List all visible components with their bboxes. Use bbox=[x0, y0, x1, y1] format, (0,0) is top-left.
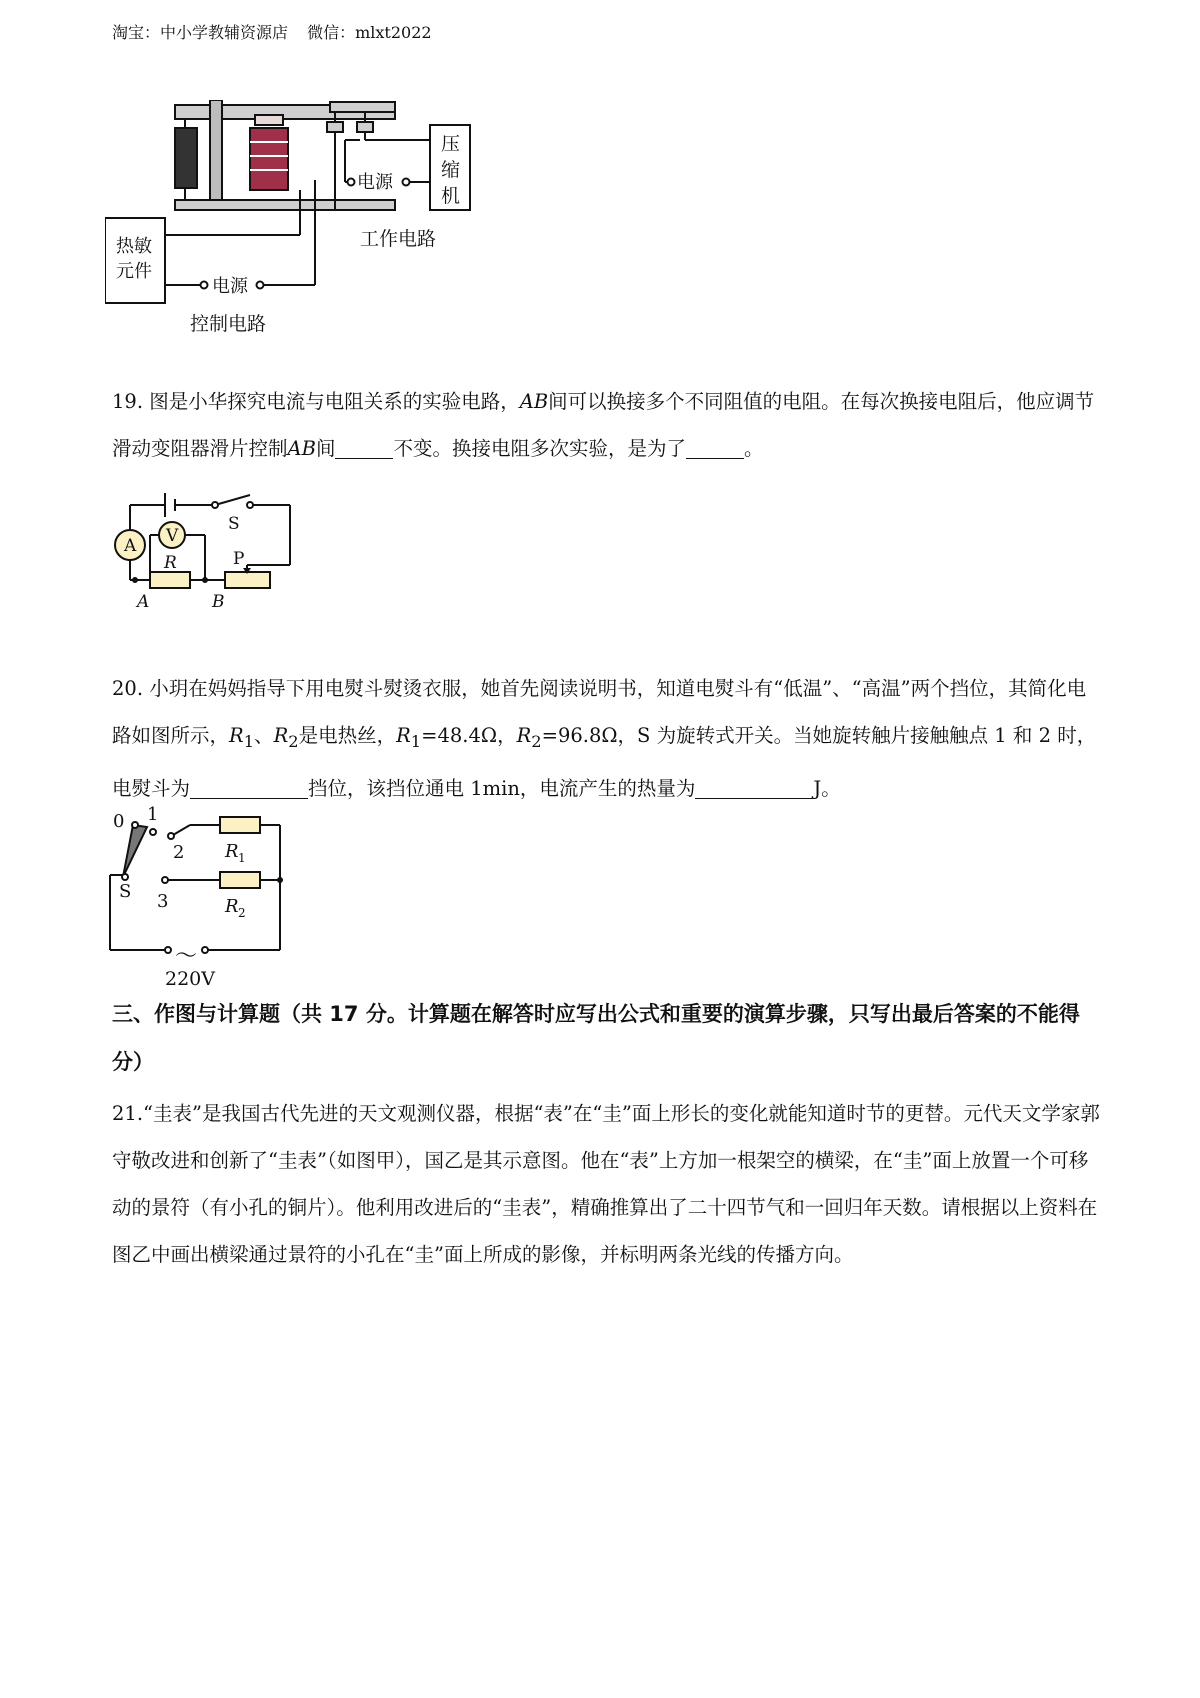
electromagnet-coil bbox=[250, 128, 288, 190]
q20-blank-1[interactable] bbox=[190, 774, 308, 799]
header-shop: 淘宝：中小学教辅资源店 bbox=[112, 23, 289, 42]
work-circuit-label: 工作电路 bbox=[360, 228, 437, 250]
frame-post bbox=[210, 100, 222, 210]
section-3-title: 三、作图与计算题（共 17 分。计算题在解答时应写出公式和重要的演算步骤，只写出最后答案的不能得分） bbox=[112, 1002, 1080, 1074]
q20-blank-2[interactable] bbox=[695, 774, 813, 799]
r1-sub-label: 1 bbox=[238, 851, 246, 865]
q19-blank-2[interactable] bbox=[686, 434, 744, 459]
r2-label: R bbox=[225, 896, 239, 917]
q20-r1-sub: 1 bbox=[243, 731, 255, 751]
resistor-label: R bbox=[164, 553, 177, 573]
question-19 bbox=[112, 378, 1102, 472]
thermistor-label-1: 热敏 bbox=[116, 236, 152, 257]
q20-text-2: 是电热丝， bbox=[298, 724, 397, 747]
q19-text-1: 图是小华探究电流与电阻关系的实验电路， bbox=[149, 390, 520, 413]
resistor-r1 bbox=[220, 817, 260, 833]
rheostat bbox=[225, 572, 270, 588]
compressor-label-2: 缩 bbox=[441, 159, 461, 181]
r2-sub-label: 2 bbox=[238, 906, 246, 920]
switch-lever bbox=[215, 495, 250, 505]
work-power-label: 电源 bbox=[357, 172, 393, 193]
voltmeter-label: V bbox=[166, 526, 179, 546]
switch-label: S bbox=[228, 514, 240, 534]
resistor-r bbox=[150, 572, 190, 588]
voltage-label: 220V bbox=[165, 968, 215, 990]
slider-label: P bbox=[233, 549, 245, 569]
q20-r2b: R bbox=[516, 724, 532, 747]
terminal-0: 0 bbox=[113, 811, 125, 832]
terminal-2: 2 bbox=[173, 842, 185, 863]
figure-ab-circuit bbox=[100, 490, 330, 650]
q21-text: “圭表”是我国古代先进的天文观测仪器，根据“表”在“圭”面上形长的变化就能知道时节的更替。元代天文学家郭守敬改进和创新了“圭表”（如图甲），国乙是其示意图。他在“表”上方加一根架空的横梁，在“圭”面上放置一个可移动的景符（有小孔的铜片）。他利用改进后的“圭表”，精确推算出了二十四节气和一回归年天数。请根据以上资料在图乙中画出横梁通过景符的小孔在“圭”面上所成的影像，并标明两条光线的传播方向。 bbox=[112, 1102, 1100, 1266]
control-circuit-label: 控制电路 bbox=[190, 313, 267, 335]
q20-text-4: J。 bbox=[813, 776, 841, 800]
switch-s-label: S bbox=[119, 881, 132, 902]
question-21 bbox=[112, 1090, 1102, 1278]
frame-base bbox=[175, 200, 395, 210]
q19-text-3: 间 bbox=[315, 437, 336, 460]
terminal-1: 1 bbox=[147, 805, 159, 825]
armature bbox=[255, 115, 283, 125]
rotary-switch-blade bbox=[123, 825, 147, 877]
q21-number: 21. bbox=[112, 1102, 144, 1125]
control-power-label: 电源 bbox=[212, 276, 248, 297]
q19-ab-2: AB bbox=[287, 437, 316, 460]
question-20 bbox=[112, 665, 1102, 812]
point-b-label: B bbox=[212, 592, 225, 612]
compressor-label-3: 机 bbox=[441, 185, 461, 207]
q19-text-5: 。 bbox=[743, 437, 764, 460]
q19-number: 19. bbox=[112, 390, 144, 413]
page-header bbox=[112, 20, 446, 43]
ammeter-label: A bbox=[124, 536, 137, 556]
q20-r1b: R bbox=[396, 724, 411, 747]
q20-r2-sub: 2 bbox=[288, 731, 299, 751]
q19-blank-1[interactable] bbox=[335, 434, 393, 459]
resistor-r2 bbox=[220, 872, 260, 888]
q20-r1: R bbox=[229, 724, 244, 747]
q19-text-4: 不变。换接电阻多次实验，是为了 bbox=[393, 437, 686, 460]
contact-bar bbox=[330, 102, 395, 112]
q20-sep: 、 bbox=[254, 724, 274, 747]
q20-r2: R bbox=[273, 724, 289, 747]
header-wechat: 微信：mlxt2022 bbox=[307, 23, 432, 42]
q19-ab-1: AB bbox=[519, 390, 549, 413]
q20-r1b-sub: 1 bbox=[410, 731, 422, 751]
q20-value-2: =96.8Ω，S 为旋转式开关。当她旋转触片接触触点 1 和 2 时，电熨斗为 bbox=[112, 724, 1097, 800]
compressor-label-1: 压 bbox=[441, 133, 461, 155]
q19-text-2: 间可以换接多个不同阻值的电阻。在每次换接电阻后，他应调节滑动变阻器滑片控制 bbox=[112, 390, 1095, 460]
ac-symbol: ～ bbox=[175, 944, 198, 969]
q20-r2b-sub: 2 bbox=[531, 731, 542, 751]
thermistor-label-2: 元件 bbox=[116, 261, 152, 282]
spring bbox=[175, 119, 197, 200]
q20-number: 20. bbox=[112, 677, 144, 700]
q20-text-1: 小玥在妈妈指导下用电熨斗熨烫衣服，她首先阅读说明书，知道电熨斗有“低温”、“高温”两个挡位，其简化电路如图所示， bbox=[112, 677, 1087, 747]
point-a-label: A bbox=[137, 592, 150, 612]
r1-label: R bbox=[225, 841, 239, 862]
q20-text-3: 挡位，该挡位通电 1min，电流产生的热量为 bbox=[308, 776, 696, 800]
q20-value-1: =48.4Ω， bbox=[421, 724, 517, 747]
figure-relay-circuit bbox=[105, 100, 525, 370]
figure-iron-circuit bbox=[105, 805, 315, 990]
terminal-3: 3 bbox=[157, 891, 169, 912]
